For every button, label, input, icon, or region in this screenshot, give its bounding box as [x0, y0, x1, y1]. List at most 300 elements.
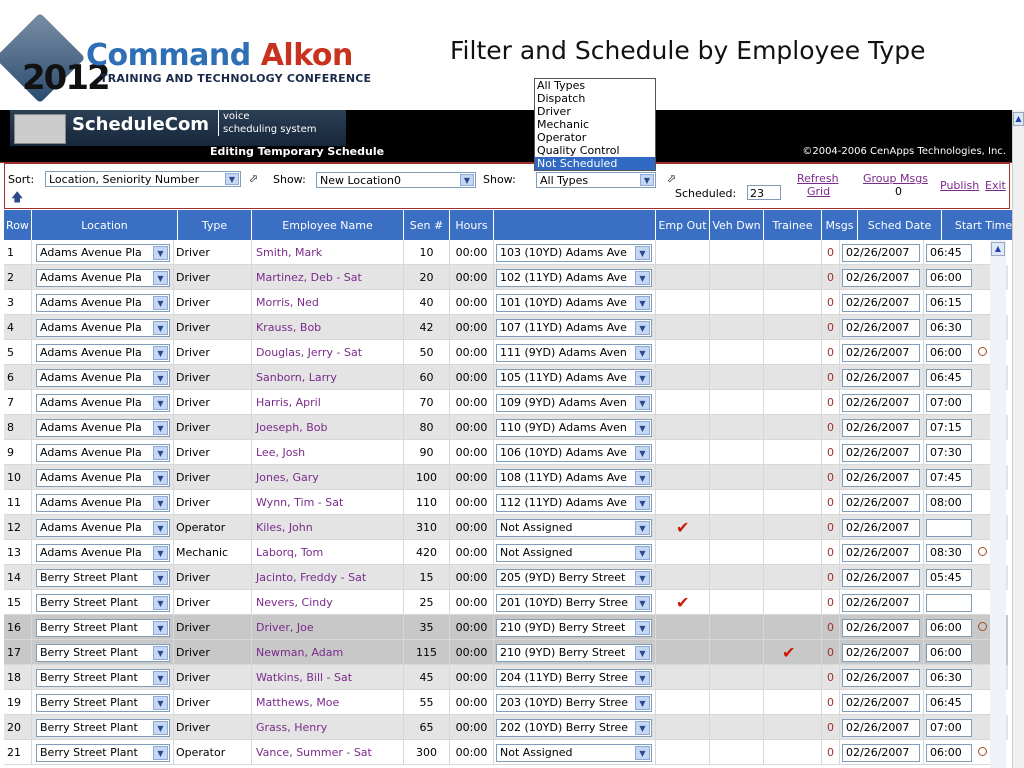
- table-row[interactable]: [4, 265, 1008, 290]
- sched-date-input[interactable]: 02/26/2007: [842, 744, 920, 762]
- type-option[interactable]: Dispatch: [537, 92, 586, 105]
- type-option[interactable]: Driver: [537, 105, 571, 118]
- veh-down-cell[interactable]: [710, 290, 764, 315]
- location-cell: [32, 365, 174, 390]
- type-cell: Driver: [174, 465, 252, 490]
- go-arrow-icon-2[interactable]: ⬀: [667, 172, 677, 185]
- start-time-input[interactable]: 06:00: [926, 644, 972, 662]
- table-row[interactable]: [4, 590, 1008, 615]
- trainee-cell[interactable]: [764, 290, 822, 315]
- sched-date-input[interactable]: 02/26/2007: [842, 469, 920, 487]
- table-row[interactable]: [4, 465, 1008, 490]
- location-select[interactable]: [36, 469, 170, 487]
- vehicle-value: 103 (10YD) Adams Ave: [500, 246, 627, 259]
- veh-down-cell[interactable]: [710, 565, 764, 590]
- type-option[interactable]: Operator: [537, 131, 587, 144]
- veh-down-cell[interactable]: [710, 465, 764, 490]
- type-cell: Mechanic: [174, 540, 252, 565]
- table-row[interactable]: [4, 340, 1008, 365]
- vehicle-select[interactable]: [496, 444, 652, 462]
- trainee-cell[interactable]: [764, 615, 822, 640]
- sched-date-input[interactable]: 02/26/2007: [842, 294, 920, 312]
- table-scrollbar[interactable]: [990, 240, 1006, 768]
- start-time-input[interactable]: 05:45: [926, 569, 972, 587]
- veh-down-cell[interactable]: [710, 440, 764, 465]
- msgs-count[interactable]: 0: [822, 640, 840, 665]
- location-value: Adams Avenue Pla: [40, 296, 142, 309]
- go-arrow-icon[interactable]: ⬀: [249, 172, 259, 185]
- employee-name[interactable]: Joeseph, Bob: [252, 415, 404, 440]
- employee-name[interactable]: Kiles, John: [252, 515, 404, 540]
- chevron-down-icon: ▼: [635, 471, 650, 485]
- table-row[interactable]: [4, 365, 1008, 390]
- location-cell: [32, 440, 174, 465]
- logo-conference: TRAINING AND TECHNOLOGY CONFERENCE: [100, 72, 372, 85]
- start-time-input[interactable]: 06:30: [926, 319, 972, 337]
- veh-down-cell[interactable]: [710, 690, 764, 715]
- employee-name[interactable]: Driver, Joe: [252, 615, 404, 640]
- trainee-cell[interactable]: [764, 265, 822, 290]
- emp-out-cell[interactable]: [656, 390, 710, 415]
- vehicle-select[interactable]: [496, 369, 652, 387]
- sched-date-input[interactable]: 02/26/2007: [842, 694, 920, 712]
- column-header[interactable]: Msgs: [822, 210, 858, 240]
- row-number: 5: [4, 340, 32, 365]
- location-select[interactable]: [36, 719, 170, 737]
- employee-name[interactable]: Matthews, Moe: [252, 690, 404, 715]
- sched-date-input[interactable]: 02/26/2007: [842, 394, 920, 412]
- type-dropdown-list[interactable]: [534, 78, 656, 171]
- table-row[interactable]: [4, 290, 1008, 315]
- location-select[interactable]: [36, 519, 170, 537]
- msgs-count[interactable]: 0: [822, 590, 840, 615]
- employee-name[interactable]: Morris, Ned: [252, 290, 404, 315]
- start-time-input[interactable]: 08:30: [926, 544, 972, 562]
- sched-date-input[interactable]: 02/26/2007: [842, 594, 920, 612]
- location-select[interactable]: [36, 669, 170, 687]
- sched-date-input[interactable]: 02/26/2007: [842, 319, 920, 337]
- veh-down-cell[interactable]: [710, 590, 764, 615]
- emp-out-cell[interactable]: [656, 640, 710, 665]
- start-time-input[interactable]: [926, 519, 972, 537]
- column-header[interactable]: Sen #: [404, 210, 450, 240]
- type-option[interactable]: Quality Control: [537, 144, 620, 157]
- seniority: 15: [404, 565, 450, 590]
- column-header[interactable]: Location: [32, 210, 178, 240]
- msgs-count[interactable]: 0: [822, 340, 840, 365]
- veh-down-cell[interactable]: [710, 640, 764, 665]
- location-select[interactable]: [36, 644, 170, 662]
- chevron-down-icon: ▼: [460, 174, 474, 186]
- column-header[interactable]: Sched Date: [858, 210, 942, 240]
- table-row[interactable]: [4, 740, 1008, 765]
- emp-out-cell[interactable]: [656, 340, 710, 365]
- start-time-input[interactable]: 06:00: [926, 344, 972, 362]
- start-time-input[interactable]: 06:45: [926, 244, 972, 262]
- trainee-cell[interactable]: [764, 740, 822, 765]
- veh-down-cell[interactable]: [710, 340, 764, 365]
- hours: 00:00: [450, 490, 494, 515]
- start-time-input[interactable]: 08:00: [926, 494, 972, 512]
- sched-date-input[interactable]: 02/26/2007: [842, 494, 920, 512]
- clock-icon[interactable]: [978, 547, 987, 556]
- location-select[interactable]: [36, 444, 170, 462]
- emp-out-cell[interactable]: [656, 315, 710, 340]
- sched-date-input[interactable]: 02/26/2007: [842, 369, 920, 387]
- start-time-cell: [924, 265, 994, 290]
- table-row[interactable]: [4, 390, 1008, 415]
- table-row[interactable]: [4, 440, 1008, 465]
- veh-down-cell[interactable]: [710, 240, 764, 265]
- start-time-input[interactable]: 07:45: [926, 469, 972, 487]
- emp-out-cell[interactable]: [656, 365, 710, 390]
- sched-date-input[interactable]: 02/26/2007: [842, 444, 920, 462]
- emp-out-cell[interactable]: [656, 590, 710, 615]
- location-value: Berry Street Plant: [40, 696, 138, 709]
- veh-down-cell[interactable]: [710, 515, 764, 540]
- vehicle-select[interactable]: [496, 269, 652, 287]
- sched-date-input[interactable]: 02/26/2007: [842, 619, 920, 637]
- location-select[interactable]: [36, 744, 170, 762]
- employee-name[interactable]: Vance, Summer - Sat: [252, 740, 404, 765]
- msgs-count[interactable]: 0: [822, 365, 840, 390]
- msgs-count[interactable]: 0: [822, 290, 840, 315]
- vehicle-select[interactable]: [496, 394, 652, 412]
- table-row[interactable]: [4, 515, 1008, 540]
- employee-name[interactable]: Nevers, Cindy: [252, 590, 404, 615]
- vehicle-select[interactable]: [496, 494, 652, 512]
- type-cell: Driver: [174, 290, 252, 315]
- employee-name[interactable]: Douglas, Jerry - Sat: [252, 340, 404, 365]
- sched-date-input[interactable]: 02/26/2007: [842, 344, 920, 362]
- sched-date-input[interactable]: 02/26/2007: [842, 419, 920, 437]
- start-time-input[interactable]: 07:15: [926, 419, 972, 437]
- vehicle-select[interactable]: [496, 644, 652, 662]
- seniority: 20: [404, 265, 450, 290]
- veh-down-cell[interactable]: [710, 665, 764, 690]
- table-row[interactable]: [4, 640, 1008, 665]
- start-time-cell: [924, 315, 994, 340]
- emp-out-cell[interactable]: [656, 240, 710, 265]
- location-select[interactable]: [36, 494, 170, 512]
- location-select[interactable]: [36, 269, 170, 287]
- emp-out-cell[interactable]: [656, 740, 710, 765]
- veh-down-cell[interactable]: [710, 415, 764, 440]
- location-select[interactable]: [36, 244, 170, 262]
- employee-name[interactable]: Krauss, Bob: [252, 315, 404, 340]
- column-header[interactable]: Emp Out: [656, 210, 710, 240]
- msgs-count[interactable]: 0: [822, 465, 840, 490]
- logo-brand-part1: Command: [86, 38, 251, 73]
- chevron-down-icon: ▼: [153, 571, 168, 585]
- hours: 00:00: [450, 590, 494, 615]
- emp-out-cell[interactable]: [656, 715, 710, 740]
- table-row[interactable]: [4, 240, 1008, 265]
- trainee-cell[interactable]: [764, 665, 822, 690]
- start-time-input[interactable]: 06:30: [926, 669, 972, 687]
- vehicle-cell: [494, 590, 656, 615]
- start-time-cell: [924, 665, 994, 690]
- location-select[interactable]: [36, 419, 170, 437]
- location-select[interactable]: [36, 594, 170, 612]
- checkmark-icon: ✔: [676, 518, 690, 537]
- vehicle-select[interactable]: [496, 719, 652, 737]
- seniority: 25: [404, 590, 450, 615]
- vehicle-value: 107 (11YD) Adams Ave: [500, 321, 627, 334]
- table-row[interactable]: [4, 540, 1008, 565]
- vehicle-select[interactable]: [496, 519, 652, 537]
- start-time-input[interactable]: 06:15: [926, 294, 972, 312]
- start-time-input[interactable]: 07:00: [926, 719, 972, 737]
- type-option[interactable]: All Types: [537, 79, 586, 92]
- trainee-cell[interactable]: [764, 540, 822, 565]
- emp-out-cell[interactable]: [656, 515, 710, 540]
- sched-date-input[interactable]: 02/26/2007: [842, 244, 920, 262]
- emp-out-cell[interactable]: [656, 615, 710, 640]
- employee-name[interactable]: Lee, Josh: [252, 440, 404, 465]
- table-row[interactable]: [4, 615, 1008, 640]
- msgs-count[interactable]: 0: [822, 515, 840, 540]
- start-time-input[interactable]: [926, 594, 972, 612]
- sched-date-input[interactable]: 02/26/2007: [842, 269, 920, 287]
- location-select[interactable]: [36, 394, 170, 412]
- emp-out-cell[interactable]: [656, 665, 710, 690]
- sched-date-input[interactable]: 02/26/2007: [842, 519, 920, 537]
- sched-date-input[interactable]: 02/26/2007: [842, 719, 920, 737]
- sched-date-input[interactable]: 02/26/2007: [842, 644, 920, 662]
- location-select[interactable]: [36, 569, 170, 587]
- msgs-count[interactable]: 0: [822, 490, 840, 515]
- trainee-cell[interactable]: [764, 565, 822, 590]
- trainee-cell[interactable]: [764, 465, 822, 490]
- type-option[interactable]: Mechanic: [537, 118, 590, 131]
- seniority: 310: [404, 515, 450, 540]
- table-row[interactable]: [4, 690, 1008, 715]
- trainee-cell[interactable]: [764, 715, 822, 740]
- table-row[interactable]: [4, 315, 1008, 340]
- msgs-count[interactable]: 0: [822, 390, 840, 415]
- vehicle-select[interactable]: [496, 319, 652, 337]
- veh-down-cell[interactable]: [710, 265, 764, 290]
- location-select[interactable]: [36, 694, 170, 712]
- vehicle-value: 204 (11YD) Berry Stree: [500, 671, 629, 684]
- msgs-count[interactable]: 0: [822, 665, 840, 690]
- emp-out-cell[interactable]: [656, 465, 710, 490]
- app-banner: [0, 110, 1012, 162]
- emp-out-cell[interactable]: [656, 265, 710, 290]
- location-cell: [32, 590, 174, 615]
- employee-name[interactable]: Harris, April: [252, 390, 404, 415]
- location-cell: [32, 415, 174, 440]
- vehicle-select[interactable]: [496, 619, 652, 637]
- employee-name[interactable]: Grass, Henry: [252, 715, 404, 740]
- msgs-count[interactable]: 0: [822, 265, 840, 290]
- brand-box: [10, 110, 346, 146]
- scroll-up-icon[interactable]: ▲: [991, 242, 1005, 256]
- start-time-input[interactable]: 06:45: [926, 694, 972, 712]
- type-select[interactable]: [536, 172, 656, 188]
- veh-down-cell[interactable]: [710, 390, 764, 415]
- trainee-cell[interactable]: [764, 390, 822, 415]
- veh-down-cell[interactable]: [710, 540, 764, 565]
- veh-down-cell[interactable]: [710, 490, 764, 515]
- trainee-cell[interactable]: [764, 365, 822, 390]
- start-time-input[interactable]: 07:30: [926, 444, 972, 462]
- vehicle-select[interactable]: [496, 669, 652, 687]
- trainee-cell[interactable]: [764, 415, 822, 440]
- location-value: Adams Avenue Pla: [40, 396, 142, 409]
- employee-name[interactable]: Newman, Adam: [252, 640, 404, 665]
- start-time-input[interactable]: 06:00: [926, 269, 972, 287]
- page-scroll-up-icon[interactable]: ▲: [1013, 112, 1024, 126]
- location-select[interactable]: [36, 369, 170, 387]
- msgs-count[interactable]: 0: [822, 315, 840, 340]
- clock-icon[interactable]: [978, 747, 987, 756]
- vehicle-value: 203 (10YD) Berry Stree: [500, 696, 629, 709]
- logo-brand: [86, 38, 353, 73]
- employee-name[interactable]: Smith, Mark: [252, 240, 404, 265]
- sched-date-cell: [840, 315, 924, 340]
- vehicle-select[interactable]: [496, 694, 652, 712]
- employee-name[interactable]: Martinez, Deb - Sat: [252, 265, 404, 290]
- msgs-count[interactable]: 0: [822, 240, 840, 265]
- emp-out-cell[interactable]: [656, 290, 710, 315]
- trainee-cell[interactable]: [764, 515, 822, 540]
- sched-date-input[interactable]: 02/26/2007: [842, 669, 920, 687]
- type-cell: Driver: [174, 440, 252, 465]
- table-row[interactable]: [4, 665, 1008, 690]
- column-header[interactable]: Type: [178, 210, 252, 240]
- vehicle-value: 112 (11YD) Adams Ave: [500, 496, 627, 509]
- emp-out-cell[interactable]: [656, 440, 710, 465]
- veh-down-cell[interactable]: [710, 615, 764, 640]
- row-number: 15: [4, 590, 32, 615]
- vehicle-select[interactable]: [496, 344, 652, 362]
- veh-down-cell[interactable]: [710, 740, 764, 765]
- vehicle-select[interactable]: [496, 569, 652, 587]
- emp-out-cell[interactable]: [656, 540, 710, 565]
- clock-icon[interactable]: [978, 347, 987, 356]
- start-time-input[interactable]: 06:00: [926, 619, 972, 637]
- sort-select[interactable]: [45, 171, 241, 187]
- chevron-down-icon: ▼: [635, 671, 650, 685]
- sched-date-input[interactable]: 02/26/2007: [842, 569, 920, 587]
- sched-date-input[interactable]: 02/26/2007: [842, 544, 920, 562]
- emp-out-cell[interactable]: [656, 490, 710, 515]
- column-header[interactable]: Hours: [450, 210, 494, 240]
- column-header[interactable]: Start Time: [942, 210, 1024, 240]
- vehicle-select[interactable]: [496, 544, 652, 562]
- table-row[interactable]: [4, 565, 1008, 590]
- msgs-count[interactable]: 0: [822, 565, 840, 590]
- trainee-cell[interactable]: [764, 440, 822, 465]
- refresh-link-line1[interactable]: Refresh: [797, 172, 839, 185]
- trainee-cell[interactable]: [764, 490, 822, 515]
- emp-out-cell[interactable]: [656, 565, 710, 590]
- type-cell: Driver: [174, 690, 252, 715]
- location-select[interactable]: [36, 319, 170, 337]
- clock-icon[interactable]: [978, 622, 987, 631]
- chevron-down-icon: ▼: [153, 671, 168, 685]
- column-header[interactable]: Employee Name: [252, 210, 404, 240]
- emp-out-cell[interactable]: [656, 415, 710, 440]
- vehicle-select[interactable]: [496, 594, 652, 612]
- column-header[interactable]: [494, 210, 656, 240]
- location-select[interactable]: [36, 294, 170, 312]
- msgs-count[interactable]: 0: [822, 615, 840, 640]
- vehicle-select[interactable]: [496, 469, 652, 487]
- start-time-input[interactable]: 07:00: [926, 394, 972, 412]
- msgs-count[interactable]: 0: [822, 715, 840, 740]
- msgs-count[interactable]: 0: [822, 540, 840, 565]
- row-number: 21: [4, 740, 32, 765]
- location-value: Adams Avenue Pla: [40, 321, 142, 334]
- group-msgs-link[interactable]: Group Msgs: [863, 172, 928, 185]
- veh-down-cell[interactable]: [710, 365, 764, 390]
- location-select[interactable]: [36, 344, 170, 362]
- location-select[interactable]: [316, 172, 476, 188]
- location-select[interactable]: [36, 544, 170, 562]
- table-row[interactable]: [4, 415, 1008, 440]
- vehicle-select[interactable]: [496, 744, 652, 762]
- location-value: Adams Avenue Pla: [40, 346, 142, 359]
- veh-down-cell[interactable]: [710, 315, 764, 340]
- msgs-count[interactable]: 0: [822, 415, 840, 440]
- trainee-cell[interactable]: [764, 240, 822, 265]
- veh-down-cell[interactable]: [710, 715, 764, 740]
- row-number: 1: [4, 240, 32, 265]
- type-cell: Operator: [174, 515, 252, 540]
- chevron-down-icon: ▼: [635, 246, 650, 260]
- vehicle-select[interactable]: [496, 419, 652, 437]
- msgs-count[interactable]: 0: [822, 690, 840, 715]
- table-row[interactable]: [4, 490, 1008, 515]
- publish-link[interactable]: Publish: [940, 179, 980, 192]
- up-arrow-icon[interactable]: 🡅: [11, 190, 24, 204]
- column-header[interactable]: Row: [4, 210, 32, 240]
- trainee-cell[interactable]: [764, 640, 822, 665]
- exit-link[interactable]: Exit: [985, 179, 1006, 192]
- msgs-count[interactable]: 0: [822, 740, 840, 765]
- employee-name[interactable]: Wynn, Tim - Sat: [252, 490, 404, 515]
- page-scrollbar[interactable]: [1012, 110, 1024, 768]
- msgs-count[interactable]: 0: [822, 440, 840, 465]
- column-header[interactable]: Veh Dwn: [710, 210, 764, 240]
- trainee-cell[interactable]: [764, 690, 822, 715]
- employee-name[interactable]: Jones, Gary: [252, 465, 404, 490]
- employee-name[interactable]: Jacinto, Freddy - Sat: [252, 565, 404, 590]
- sort-label: Sort:: [8, 173, 35, 186]
- trainee-cell[interactable]: [764, 315, 822, 340]
- start-time-input[interactable]: 06:45: [926, 369, 972, 387]
- location-select[interactable]: [36, 619, 170, 637]
- trainee-cell[interactable]: [764, 340, 822, 365]
- column-header[interactable]: Trainee: [764, 210, 822, 240]
- start-time-input[interactable]: 06:00: [926, 744, 972, 762]
- trainee-cell[interactable]: [764, 590, 822, 615]
- employee-name[interactable]: Watkins, Bill - Sat: [252, 665, 404, 690]
- hours: 00:00: [450, 615, 494, 640]
- table-row[interactable]: [4, 715, 1008, 740]
- employee-name[interactable]: Laborq, Tom: [252, 540, 404, 565]
- vehicle-cell: [494, 640, 656, 665]
- emp-out-cell[interactable]: [656, 690, 710, 715]
- employee-name[interactable]: Sanborn, Larry: [252, 365, 404, 390]
- vehicle-select[interactable]: [496, 294, 652, 312]
- refresh-link-line2[interactable]: Grid: [807, 185, 831, 198]
- vehicle-select[interactable]: [496, 244, 652, 262]
- type-option[interactable]: Not Scheduled: [535, 157, 655, 170]
